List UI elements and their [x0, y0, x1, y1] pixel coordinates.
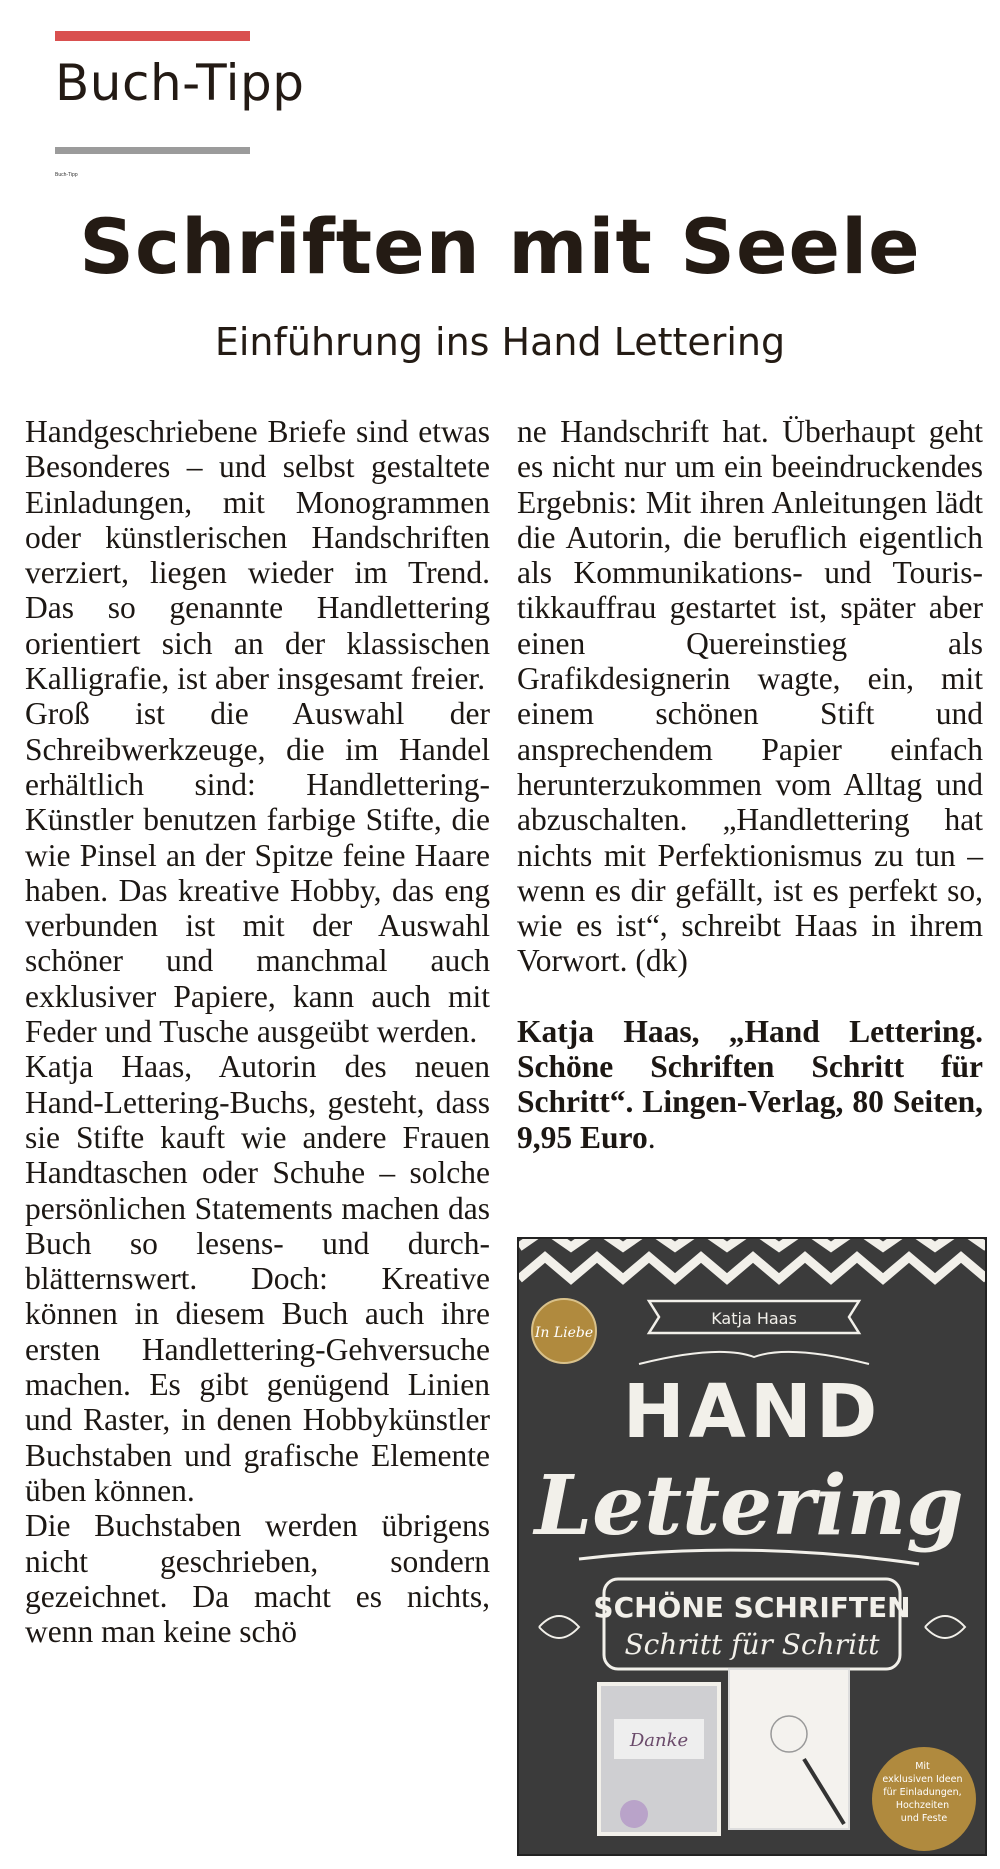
- cover-author: Katja Haas: [711, 1309, 797, 1328]
- corner-badge-text: Mit exklusiven Ideen für Einladungen, Hochzeiten und Feste: [882, 1761, 963, 1824]
- card-text: Danke: [629, 1730, 689, 1751]
- cover-title-top: HAND: [622, 1369, 882, 1455]
- article-column-2: [517, 414, 983, 1155]
- paragraph: Die Buchstaben werden übrigens nicht geschrieben, sondern gezeichnet. Da macht es nichts, wenn man keine schö: [25, 1508, 490, 1650]
- article-subheadline: Einführung ins Hand Lettering: [214, 320, 786, 364]
- section-tiny-label: Buch-Tipp: [55, 172, 78, 178]
- section-accent-bar: [55, 31, 250, 41]
- section-divider: [55, 147, 250, 154]
- book-cover-art: [519, 1239, 985, 1854]
- cover-banner-line1: SCHÖNE SCHRIFTEN: [593, 1591, 911, 1624]
- book-citation-text: Katja Haas, „Hand Lettering. Schöne Schriften Schritt für Schritt“. Lingen-Verlag, 80 Seiten, 9,95 Euro: [517, 1013, 983, 1155]
- badge-text: In Liebe: [534, 1325, 594, 1341]
- cover-banner-line2: Schritt für Schritt: [624, 1628, 880, 1661]
- cover-photo-letter: [729, 1669, 849, 1829]
- cover-title-script: Lettering: [534, 1458, 964, 1554]
- book-citation: [517, 1014, 983, 1155]
- paragraph: Groß ist die Auswahl der Schreibwerkzeuge, die im Handel erhältlich sind: Handlettering-Künstler benutzen farbige Stifte, die wie Pinsel an der Spitze feine Haare haben. Das kreative Hobby, das eng verbunden ist mit der Auswahl schöner und manchmal auch exklusiver Papiere, kann auch mit Feder und Tusche ausgeübt werden.: [25, 696, 490, 1050]
- book-citation-period: .: [647, 1119, 656, 1155]
- article-headline: Schriften mit Seele: [79, 202, 921, 291]
- section-label: Buch-Tipp: [55, 54, 305, 112]
- paragraph: ne Handschrift hat. Überhaupt geht es nicht nur um ein beeindruckendes Ergebnis: Mit ihren Anleitungen lädt die Autorin, die beruflich eigentlich als Kommunikations- und Touristikkauffrau gestartet ist, später aber einen Quereinstieg als Grafikdesignerin wagte, ein, mit einem schönen Stift und ansprechendem Papier einfach herunterzukommen vom Alltag und abzuschalten. „Handlettering hat nichts mit Perfektionismus zu tun – wenn es dir gefällt, ist es perfekt so, wie es ist“, schreibt Haas in ihrem Vorwort. (dk): [517, 414, 983, 979]
- paragraph: Handgeschriebene Briefe sind etwas Besonderes – und selbst gestaltete Einladungen, mit Monogrammen oder künstlerischen Handschriften verziert, liegen wieder im Trend. Das so genannte Handlettering orientiert sich an der klassischen Kalligrafie, ist aber insgesamt freier.: [25, 414, 490, 697]
- cover-photo-card: [599, 1684, 719, 1834]
- article-column-1: [25, 414, 490, 1649]
- book-cover-image: [517, 1237, 987, 1856]
- paragraph: Katja Haas, Autorin des neuen Hand-Lettering-Buchs, gesteht, dass sie Stifte kauft wie andere Frauen Handtaschen oder Schuhe – solche persönlichen Statements machen das Buch so lesens- und durchblätternswert. Doch: Kreative können in diesem Buch auch ihre ersten Handlettering-Gehversuche machen. Es gibt genügend Linien und Raster, in denen Hobbykünstler Buchstaben und grafische Elemente üben können.: [25, 1049, 490, 1508]
